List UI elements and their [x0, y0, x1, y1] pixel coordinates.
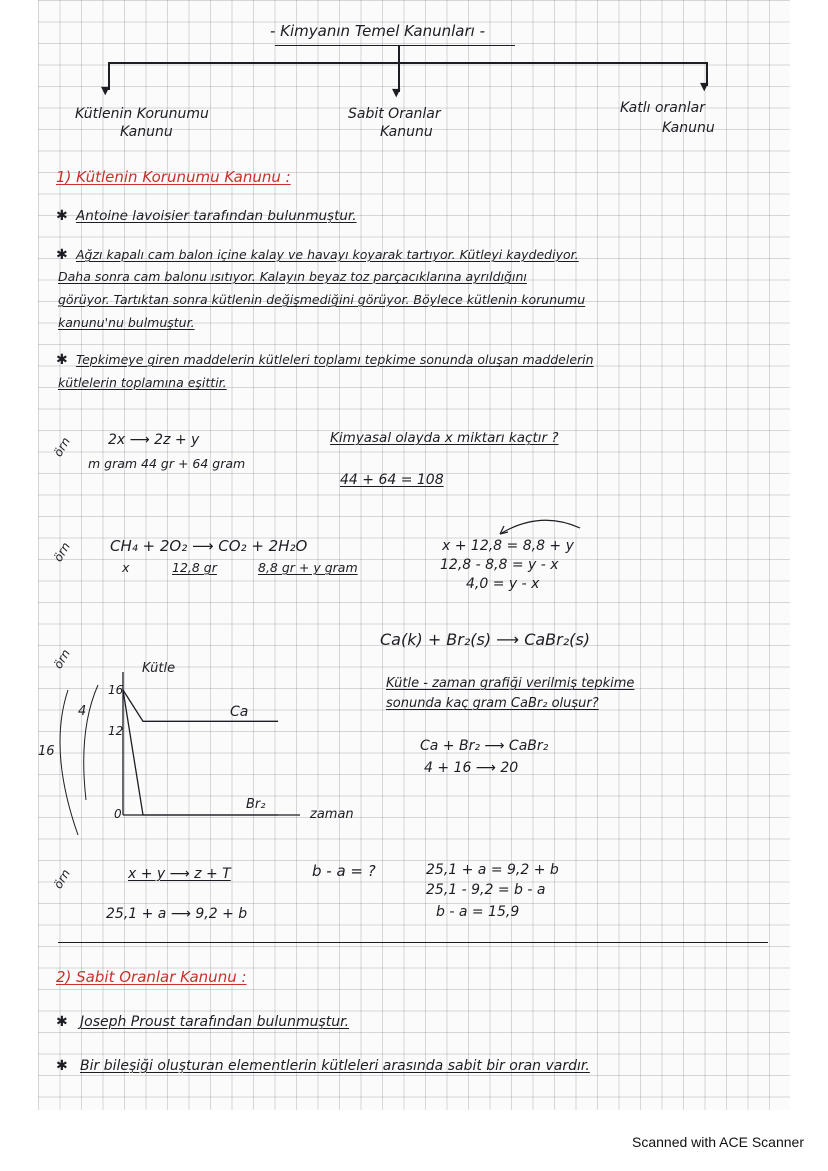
ex2-work-line1: x + 12,8 = 8,8 + y	[442, 538, 574, 554]
y-tick-12: 12	[108, 724, 124, 738]
series-label-br2: Br₂	[246, 797, 266, 812]
branch-middle-line1: Sabit Oranlar	[348, 106, 441, 122]
title-underline	[275, 45, 515, 46]
mass-time-chart	[38, 650, 438, 840]
arrow-down-icon: ▼	[700, 80, 709, 93]
y-tick-0: 0	[114, 807, 122, 821]
page-title: - Kimyanın Temel Kanunları -	[270, 22, 486, 40]
ex4-work-line3: b - a = 15,9	[436, 904, 520, 920]
arrow-down-icon: ▼	[392, 86, 401, 99]
section1-p1: Antoine lavoisier tarafından bulunmuştur.	[76, 208, 357, 224]
example-tag: örn	[50, 434, 73, 460]
ex2-mass-products: 8,8 gr + y gram	[258, 560, 358, 575]
branch-left-line1: Kütlenin Korunumu	[75, 106, 209, 122]
ex4-work-line1: 25,1 + a = 9,2 + b	[426, 862, 559, 878]
y-axis-label: Kütle	[142, 661, 176, 676]
arrow-down-icon: ▼	[101, 84, 110, 97]
bullet-icon: ✱	[56, 1014, 68, 1030]
scanner-watermark: Scanned with ACE Scanner	[632, 1134, 804, 1150]
section1-p3-line2: kütlelerin toplamına eşittir.	[58, 375, 227, 390]
side-label-4: 4	[78, 704, 87, 719]
ex2-equation: CH₄ + 2O₂ ⟶ CO₂ + 2H₂O	[110, 537, 308, 555]
ex3-question-line2: sonunda kaç gram CaBr₂ oluşur?	[386, 696, 599, 711]
example-tag: örn	[50, 646, 73, 672]
section2-heading: 2) Sabit Oranlar Kanunu :	[56, 968, 247, 986]
example-tag: örn	[50, 866, 73, 892]
branch-middle-line2: Kanunu	[380, 124, 433, 140]
branch-left-line2: Kanunu	[120, 124, 173, 140]
ex2-work-line2: 12,8 - 8,8 = y - x	[440, 557, 559, 573]
ex4-question: b - a = ?	[312, 862, 376, 880]
ex4-work-line2: 25,1 - 9,2 = b - a	[426, 882, 546, 898]
bullet-icon: ✱	[56, 247, 68, 263]
series-line-ca	[123, 690, 278, 721]
ex2-mass-x: x	[122, 560, 130, 575]
graph-paper-page	[38, 0, 790, 1110]
section1-p2-line2: Daha sonra cam balonu ısıtıyor. Kalayın beyaz toz parçacıklarına ayrıldığını	[58, 269, 527, 284]
ex1-equation: 2x ⟶ 2z + y	[108, 432, 200, 448]
ex3-question-line1: Kütle - zaman grafiği verilmiş tepkime	[386, 676, 635, 691]
section1-p2-line4: kanunu'nu bulmuştur.	[58, 315, 195, 330]
ex2-work-line3: 4,0 = y - x	[466, 576, 540, 592]
move-arrow-icon	[490, 510, 590, 540]
section2-p1: Joseph Proust tarafından bulunmuştur.	[80, 1014, 350, 1030]
section-divider	[58, 942, 768, 943]
ex3-work-line2: 4 + 16 ⟶ 20	[424, 760, 519, 776]
ex1-masses: m gram 44 gr + 64 gram	[88, 456, 246, 471]
section2-p2: Bir bileşiği oluşturan elementlerin kütleleri arasında sabit bir oran vardır.	[80, 1058, 590, 1074]
ex3-equation: Ca(k) + Br₂(s) ⟶ CaBr₂(s)	[380, 630, 590, 649]
x-axis-label: zaman	[310, 807, 354, 822]
example-tag: örn	[50, 539, 73, 565]
ex1-question: Kimyasal olayda x miktarı kaçtır ?	[330, 430, 559, 446]
y-tick-16: 16	[108, 683, 124, 697]
ex4-equation: x + y ⟶ z + T	[128, 866, 231, 882]
tree-branch-line	[108, 62, 708, 64]
section1-p3-line1: Tepkimeye giren maddelerin kütleleri toplamı tepkime sonunda oluşan maddelerin	[76, 352, 594, 367]
ex3-work-line1: Ca + Br₂ ⟶ CaBr₂	[420, 738, 549, 754]
ex2-mass-o2: 12,8 gr	[172, 560, 217, 575]
brace-inner	[84, 685, 98, 800]
series-label-ca: Ca	[230, 704, 249, 720]
bullet-icon: ✱	[56, 1058, 68, 1074]
brace-outer	[60, 690, 78, 835]
section1-p2-line3: görüyor. Tartıktan sonra kütlenin değişmediğini görüyor. Böylece kütlenin korunumu	[58, 292, 586, 307]
side-label-16-outer: 16	[38, 744, 55, 759]
bullet-icon: ✱	[56, 208, 68, 224]
branch-right-line1: Katlı oranlar	[620, 100, 705, 116]
section1-heading: 1) Kütlenin Korunumu Kanunu :	[56, 168, 291, 186]
branch-right-line2: Kanunu	[662, 120, 715, 136]
bullet-icon: ✱	[56, 352, 68, 368]
ex1-answer: 44 + 64 = 108	[340, 472, 444, 488]
ex4-masses: 25,1 + a ⟶ 9,2 + b	[106, 906, 248, 922]
section1-p2-line1: Ağzı kapalı cam balon içine kalay ve havayı koyarak tartıyor. Kütleyi kaydediyor.	[76, 247, 579, 262]
